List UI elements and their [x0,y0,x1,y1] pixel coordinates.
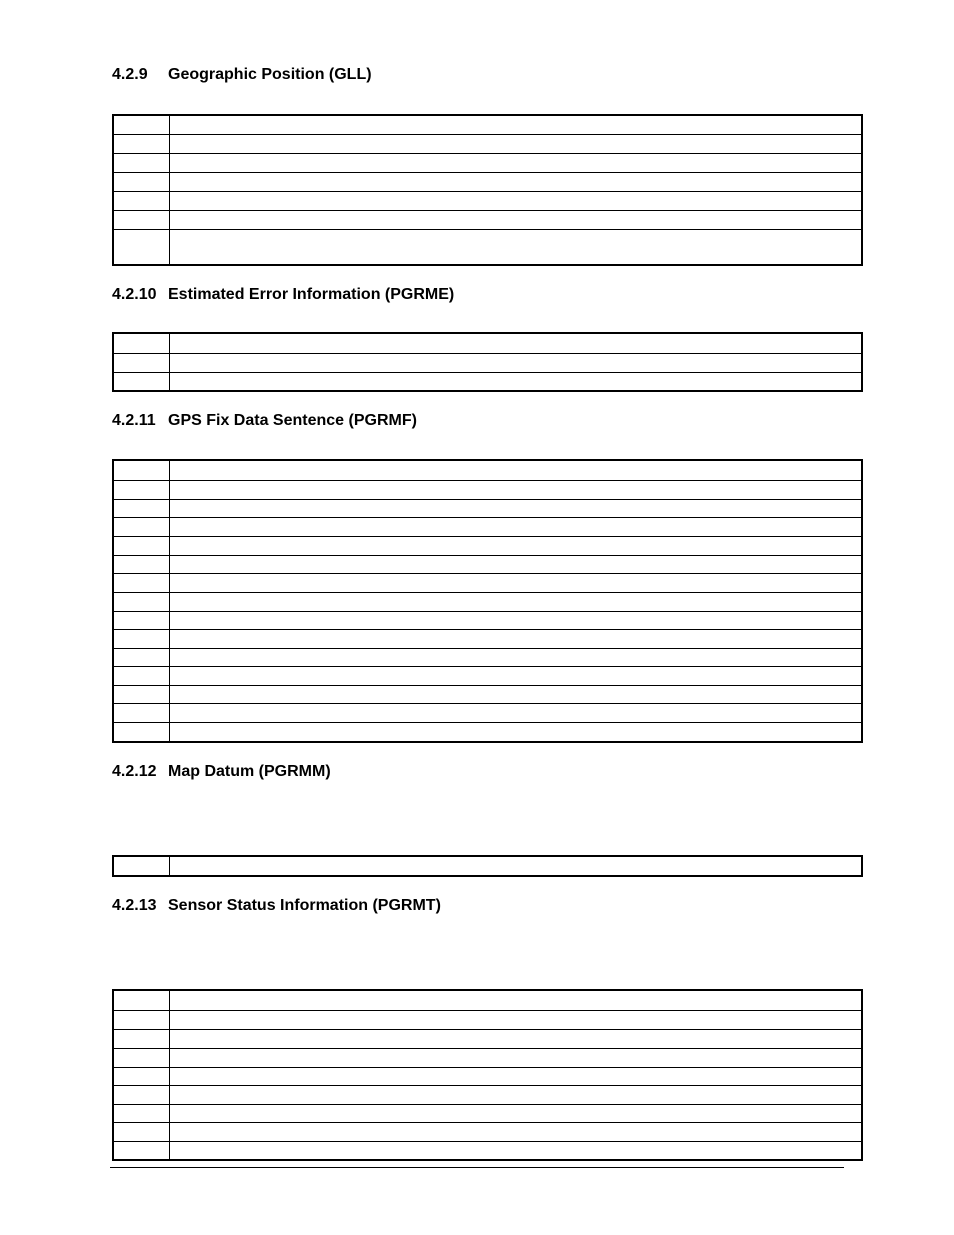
table-row [113,191,862,210]
table-row [113,134,862,153]
pgrme-field-table [112,332,863,392]
section-title: GPS Fix Data Sentence (PGRMF) [168,412,417,429]
section-heading-pgrme [112,286,454,304]
table-row [113,555,862,573]
table-row [113,333,862,353]
table-row [113,1029,862,1048]
table-row [113,353,862,372]
table-row [113,990,862,1010]
table-row [113,629,862,648]
table-row [113,229,862,265]
footer-rule [110,1167,844,1168]
section-heading-pgrmf [112,412,417,430]
table-row [113,648,862,666]
table-row [113,573,862,592]
table-row [113,153,862,172]
section-heading-pgrmm [112,763,331,781]
table-row [113,499,862,517]
table-row [113,172,862,191]
section-heading-pgrmt [112,897,441,915]
table-row [113,536,862,555]
gll-field-table [112,114,863,266]
table-row [113,1085,862,1104]
table-row [113,115,862,134]
section-number: 4.2.9 [112,66,148,83]
pgrmm-field-table [112,855,863,877]
table-row [113,1010,862,1029]
section-title: Estimated Error Information (PGRME) [168,286,455,303]
table-row [113,372,862,391]
section-number: 4.2.13 [112,897,157,914]
pgrmt-field-table [112,989,863,1161]
table-row [113,480,862,499]
table-row [113,722,862,742]
table-row [113,666,862,685]
table-row [113,1122,862,1141]
table-row [113,1067,862,1085]
table-row [113,517,862,536]
pgrmf-field-table [112,459,863,743]
table-row [113,856,862,876]
section-number: 4.2.12 [112,763,157,780]
section-title: Geographic Position (GLL) [168,66,372,83]
section-title: Sensor Status Information (PGRMT) [168,897,441,914]
section-number: 4.2.10 [112,286,157,303]
table-row [113,703,862,722]
table-row [113,460,862,480]
table-row [113,685,862,703]
table-row [113,1104,862,1122]
table-row [113,592,862,611]
section-number: 4.2.11 [112,412,156,429]
table-row [113,1141,862,1160]
table-row [113,210,862,229]
section-heading-gll [112,66,372,84]
table-row [113,1048,862,1067]
table-row [113,611,862,629]
section-title: Map Datum (PGRMM) [168,763,331,780]
